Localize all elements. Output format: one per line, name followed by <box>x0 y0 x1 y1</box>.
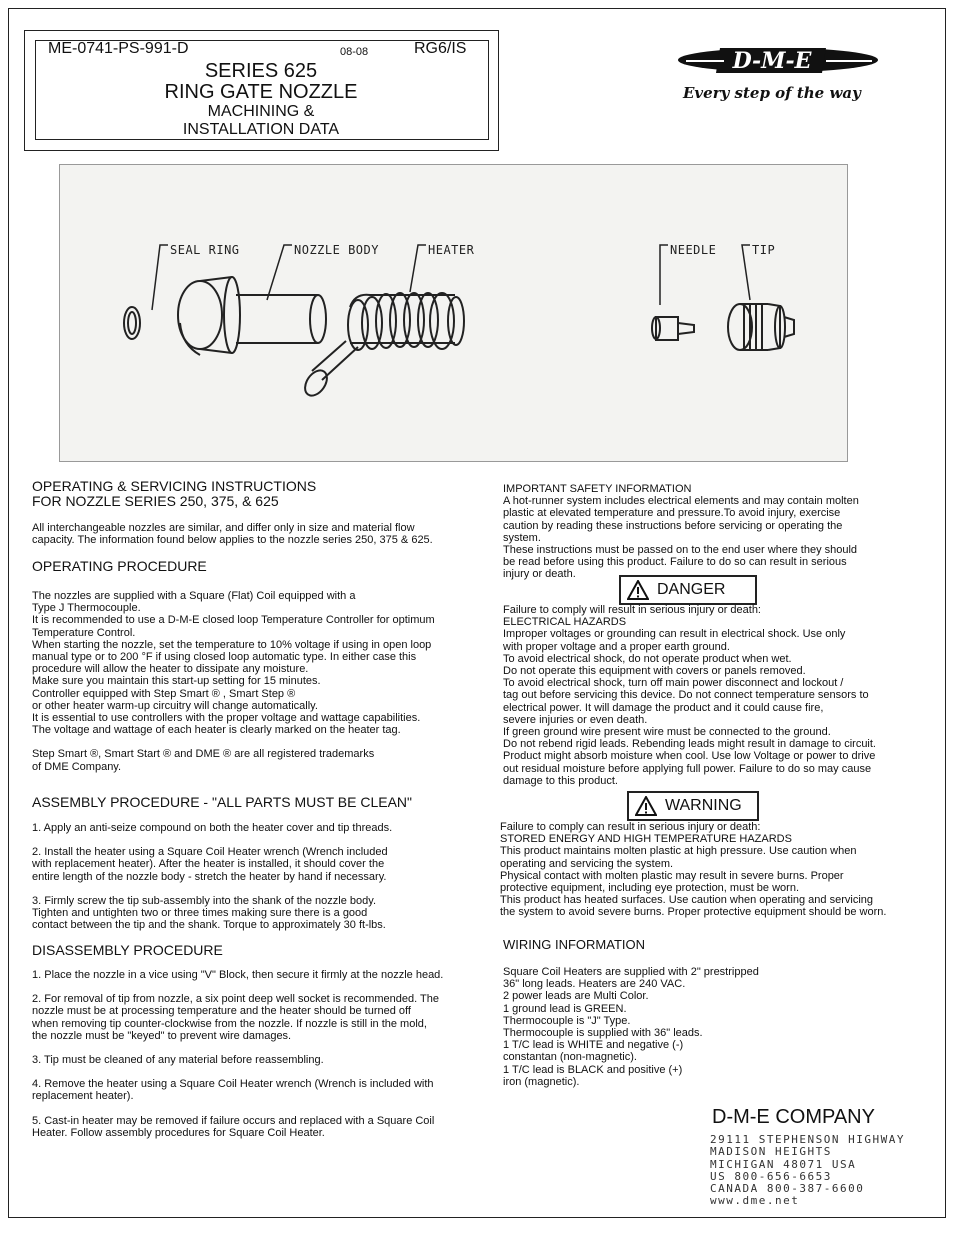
text-line: Type J Thermocouple. <box>32 602 141 615</box>
warning-badge <box>627 791 759 821</box>
text-line: The voltage and wattage of each heater is clearly marked on the heater tag. <box>32 724 401 737</box>
danger-text <box>503 604 876 787</box>
text-line: when removing tip counter-clockwise from the nozzle. If nozzle is still in the mold, <box>32 1017 427 1030</box>
warning-text <box>500 821 886 919</box>
text-line: These instructions must be passed on to the end user where they should <box>503 544 858 557</box>
text-line: out residual moisture before applying full power. Failure to do so may cause <box>503 762 872 775</box>
text-line: ELECTRICAL HAZARDS <box>503 616 627 629</box>
text-line <box>32 981 443 993</box>
logo-slogan: Every step of the way <box>683 84 861 102</box>
text-line: plastic at elevated temperature and pressure.To avoid injury, exercise <box>503 507 841 520</box>
operating-heading: OPERATING PROCEDURE <box>32 558 207 574</box>
text-line: entire length of the nozzle body - stretch the heater by hand if necessary. <box>32 870 387 883</box>
text-line <box>32 1042 443 1054</box>
safety-information <box>503 483 859 581</box>
text-line: 5. Cast-in heater may be removed if failure occurs and replaced with a Square Coil <box>32 1114 435 1127</box>
intro-heading: OPERATING & SERVICING INSTRUCTIONS FOR NOZZLE SERIES 250, 375, & 625 <box>32 478 317 509</box>
logo-wordmark: D-M-E <box>732 48 812 74</box>
text-line: contact between the tip and the shank. Torque to approximately 30 ft-lbs. <box>32 919 386 932</box>
text-line: Make sure you maintain this start-up setting for 15 minutes. <box>32 675 321 688</box>
address-line: MICHIGAN 48071 USA <box>710 1157 857 1171</box>
text-line: 2. For removal of tip from nozzle, a six point deep well socket is recommended. The <box>32 993 439 1006</box>
needle-shape <box>652 317 694 340</box>
text-line: procedure will allow the heater to dissipate any moisture. <box>32 663 309 676</box>
text-line: with proper voltage and a proper earth ground. <box>503 640 730 653</box>
warning-triangle-icon <box>635 796 657 816</box>
text-line: Thermocouple is "J" Type. <box>503 1014 631 1027</box>
exploded-view-illustration <box>59 164 848 462</box>
text-line: replacement heater). <box>32 1090 134 1103</box>
text-line: STORED ENERGY AND HIGH TEMPERATURE HAZARDS <box>500 833 792 846</box>
text-line: 1 ground lead is GREEN. <box>503 1002 627 1015</box>
text-line: Step Smart ®, Smart Start ® and DME ® are all registered trademarks <box>32 748 375 761</box>
address-line: US 800-656-6653 <box>710 1169 832 1183</box>
text-line: 2. Install the heater using a Square Coil Heater wrench (Wrench included <box>32 846 388 859</box>
text-line <box>32 1066 443 1078</box>
text-line: 3. Tip must be cleaned of any material before reassembling. <box>32 1054 324 1067</box>
text-line: 3. Firmly screw the tip sub-assembly into the shank of the nozzle body. <box>32 894 377 907</box>
text-line: It is essential to use controllers with the proper voltage and wattage capabilities. <box>32 712 421 725</box>
wiring-text <box>503 966 759 1088</box>
text-line: Do not operate this equipment with covers or panels removed. <box>503 665 806 678</box>
wiring-heading: WIRING INFORMATION <box>503 937 646 952</box>
text-line: 36" long leads. Heaters are 240 VAC. <box>503 978 686 991</box>
text-line: Improper voltages or grounding can result in electrical shock. Use only <box>503 628 846 641</box>
text-line: Product might absorb moisture when cool. Use low Voltage or power to drive <box>503 750 876 763</box>
label-heater: HEATER <box>428 243 475 257</box>
text-line: This product has heated surfaces. Use caution when operating and servicing <box>500 894 873 907</box>
text-line: 1 T/C lead is BLACK and positive (+) <box>503 1063 683 1076</box>
intro-text: All interchangeable nozzles are similar, and differ only in size and material flow capacity. The information found below applies to the nozzle series 250, 375 & 625. <box>32 522 433 547</box>
text-line: 1. Apply an anti-seize compound on both the heater cover and tip threads. <box>32 822 393 834</box>
text-line: the system to avoid severe burns. Proper protective equipment should be worn. <box>500 906 887 919</box>
document-revision: RG6/IS <box>414 40 467 57</box>
text-line: damage to this product. <box>503 774 618 787</box>
company-address <box>710 1134 905 1208</box>
text-line: To avoid electrical shock, do not operate product when wet. <box>503 652 792 665</box>
nozzle-body-shank <box>236 295 318 343</box>
text-line: constantan (non-magnetic). <box>503 1051 637 1064</box>
text-line <box>32 736 435 748</box>
text-line: It is recommended to use a D-M-E closed loop Temperature Controller for optimum <box>32 614 435 627</box>
text-line: be read before using this product. Failure to do so can result in serious <box>503 556 847 569</box>
label-nozzle-body: NOZZLE BODY <box>294 243 379 257</box>
text-line: protective equipment, including eye protection, must be worn. <box>500 882 799 895</box>
assembly-heading: ASSEMBLY PROCEDURE - "ALL PARTS MUST BE CLEAN" <box>32 794 413 810</box>
text-line: Physical contact with molten plastic may result in severe burns. Proper <box>500 869 844 882</box>
document-number: ME-0741-PS-991-D <box>48 40 189 57</box>
text-line: 1. Place the nozzle in a vice using "V" Block, then secure it firmly at the nozzle head. <box>32 969 444 981</box>
label-needle: NEEDLE <box>670 243 717 257</box>
text-line: severe injuries or even death. <box>503 713 648 726</box>
text-line: Heater. Follow assembly procedures for Square Coil Heater. <box>32 1126 325 1139</box>
address-line: CANADA 800-387-6600 <box>710 1182 865 1196</box>
text-line: When starting the nozzle, set the temperature to 10% voltage if using in open loop <box>32 638 432 651</box>
address-line: www.dme.net <box>710 1194 800 1208</box>
text-line: Tighten and untighten two or three times making sure there is a good <box>32 907 368 920</box>
text-line: caution by reading these instructions before servicing or operating the <box>503 519 843 532</box>
text-line: IMPORTANT SAFETY INFORMATION <box>503 483 692 495</box>
text-line: This product maintains molten plastic at high pressure. Use caution when <box>500 845 857 858</box>
text-line <box>32 1103 443 1115</box>
address-line: MADISON HEIGHTS <box>710 1145 832 1159</box>
text-line: Controller equipped with Step Smart ® , Smart Step ® <box>32 687 296 700</box>
company-name: D-M-E COMPANY <box>712 1106 875 1128</box>
text-line: 4. Remove the heater using a Square Coil Heater wrench (Wrench is included with <box>32 1078 434 1091</box>
text-line: Thermocouple is supplied with 36" leads. <box>503 1027 703 1040</box>
address-line: 29111 STEPHENSON HIGHWAY <box>710 1133 905 1146</box>
label-tip: TIP <box>752 243 776 257</box>
text-line: Failure to comply will result in serious injury or death: <box>503 604 761 616</box>
text-line: tag out before servicing this device. Do not connect temperature sensors to <box>503 689 869 702</box>
text-line <box>32 883 392 895</box>
disassembly-heading: DISASSEMBLY PROCEDURE <box>32 942 223 958</box>
text-line: A hot-runner system includes electrical elements and may contain molten <box>503 495 859 508</box>
text-line: nozzle must be at processing temperature and the heater should be turned off <box>32 1005 411 1018</box>
danger-badge <box>619 575 757 605</box>
document-date: 08-08 <box>340 46 369 58</box>
text-line: If green ground wire present wire must be connected to the ground. <box>503 726 831 739</box>
nozzle-parts-drawing <box>60 165 847 461</box>
assembly-text <box>32 822 392 931</box>
danger-label: DANGER <box>657 581 726 598</box>
text-line: of DME Company. <box>32 760 122 773</box>
text-line: the nozzle must be "keyed" to prevent wire damages. <box>32 1029 292 1042</box>
warning-triangle-icon <box>627 580 649 600</box>
disassembly-text <box>32 969 443 1139</box>
text-line: system. <box>503 531 541 544</box>
subtitle-line-2: INSTALLATION DATA <box>182 121 340 138</box>
subtitle-line-1: MACHINING & <box>207 103 315 120</box>
text-line: The nozzles are supplied with a Square (Flat) Coil equipped with a <box>32 590 356 602</box>
text-line: Failure to comply can result in serious injury or death: <box>500 821 761 833</box>
text-line: with replacement heater). After the heater is installed, it should cover the <box>32 858 385 871</box>
warning-label: WARNING <box>665 797 742 814</box>
operating-text <box>32 590 435 773</box>
label-seal-ring: SEAL RING <box>170 243 240 257</box>
product-title: RING GATE NOZZLE <box>164 81 358 103</box>
text-line: To avoid electrical shock, turn off main power disconnect and lockout / <box>503 677 844 690</box>
text-line: Do not rebend rigid leads. Rebending leads might result in damage to circuit. <box>503 738 876 751</box>
text-line: or other heater warm-up circuitry will change automatically. <box>32 699 318 712</box>
tip-shape <box>728 304 794 350</box>
text-line: manual type or to 200 °F if using closed loop automatic type. In either case this <box>32 651 417 664</box>
text-line: injury or death. <box>503 568 576 581</box>
text-line: 2 power leads are Multi Color. <box>503 990 649 1003</box>
text-line: Square Coil Heaters are supplied with 2" prestripped <box>503 966 759 978</box>
text-line: 1 T/C lead is WHITE and negative (-) <box>503 1039 684 1052</box>
text-line: operating and servicing the system. <box>500 857 674 870</box>
text-line <box>32 834 392 846</box>
text-line: iron (magnetic). <box>503 1075 580 1088</box>
series-title: SERIES 625 <box>204 60 318 82</box>
text-line: Temperature Control. <box>32 626 136 639</box>
text-line: electrical power. It will damage the product and it could cause fire, <box>503 701 824 714</box>
